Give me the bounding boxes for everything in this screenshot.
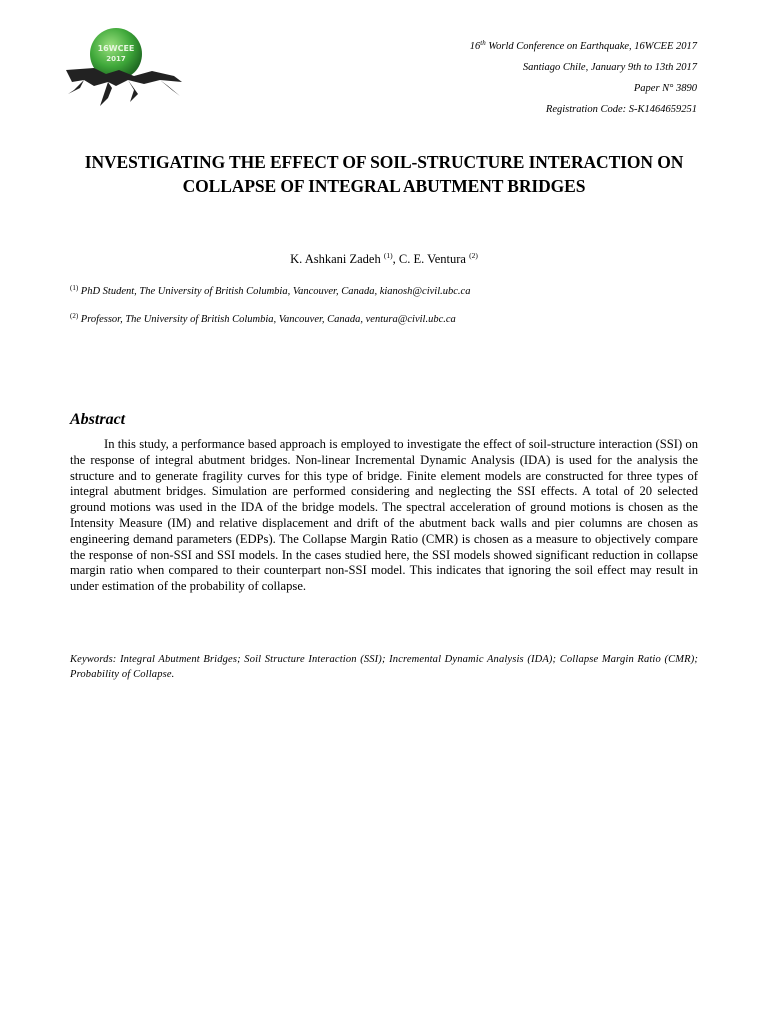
affiliation-2 xyxy=(70,314,456,325)
logo-text-line2: 2017 xyxy=(106,55,126,63)
author-list xyxy=(0,252,768,267)
author-1: K. Ashkani Zadeh xyxy=(290,252,381,266)
affiliation-2-text: Professor, The University of British Columbia, Vancouver, Canada, ventura@civil.ubc.ca xyxy=(78,314,456,325)
affiliation-1 xyxy=(70,286,470,297)
conference-location: Santiago Chile, January 9th to 13th 2017 xyxy=(522,62,697,73)
author-2-mark: (2) xyxy=(469,251,478,260)
globe-crack-icon xyxy=(64,24,186,108)
conf-name-rest: World Conference on Earthquake, 16WCEE 2017 xyxy=(485,41,697,52)
abstract-body: In this study, a performance based approach is employed to investigate the effect of soil-structure interaction (SSI) on the response of integral abutment bridges. Non-linear Incremental Dynamic Analysis (IDA) is used for the analysis the structure and to generate fragility curves for this type of bridge. Finite element models are constructed for three types of integral abutment bridges. Simulation are performed considering and neglecting the SSI effects. A total of 20 selected ground motions was used in the IDA of the bridge models. The spectral acceleration of ground motions is chosen as the Intensity Measure (IM) and relative displacement and drift of the abutment back walls and pier columns are chosen as engineering demand parameters (EDPs). The Collapse Margin Ratio (CMR) is chosen as a measure to objectively compare the response of non-SSI and SSI models. In the cases studied here, the SSI models showed significant reduction in collapse margin ratio when compared to their counterpart non-SSI model. This indicates that ignoring the soil effect may result in under estimation of the probability of collapse. xyxy=(70,437,698,594)
registration-code: Registration Code: S-K1464659251 xyxy=(545,104,697,115)
conf-number: 16 xyxy=(469,41,481,52)
title-line-2: COLLAPSE OF INTEGRAL ABUTMENT BRIDGES xyxy=(182,176,586,196)
paper-number: Paper N° 3890 xyxy=(633,83,697,94)
paper-title xyxy=(40,150,728,198)
affiliation-1-text: PhD Student, The University of British Columbia, Vancouver, Canada, kianosh@civil.ubc.ca xyxy=(78,286,471,297)
title-line-1: INVESTIGATING THE EFFECT OF SOIL-STRUCTURE INTERACTION ON xyxy=(84,152,684,172)
abstract-heading: Abstract xyxy=(70,411,126,428)
author-2: C. E. Ventura xyxy=(398,252,466,266)
keywords: Keywords: Integral Abutment Bridges; Soil Structure Interaction (SSI); Incremental Dynamic Analysis (IDA); Collapse Margin Ratio (CMR); Probability of Collapse. xyxy=(70,654,698,680)
conference-logo xyxy=(64,24,186,108)
affiliation-1-mark: (1) xyxy=(70,284,79,292)
conf-number-sup: th xyxy=(480,39,486,47)
author-separator: , xyxy=(392,252,399,266)
conference-header xyxy=(470,36,697,120)
logo-text-line1: 16WCEE xyxy=(97,44,135,53)
author-1-mark: (1) xyxy=(383,251,393,260)
affiliation-2-mark: (2) xyxy=(70,312,79,320)
conference-name xyxy=(470,36,697,57)
